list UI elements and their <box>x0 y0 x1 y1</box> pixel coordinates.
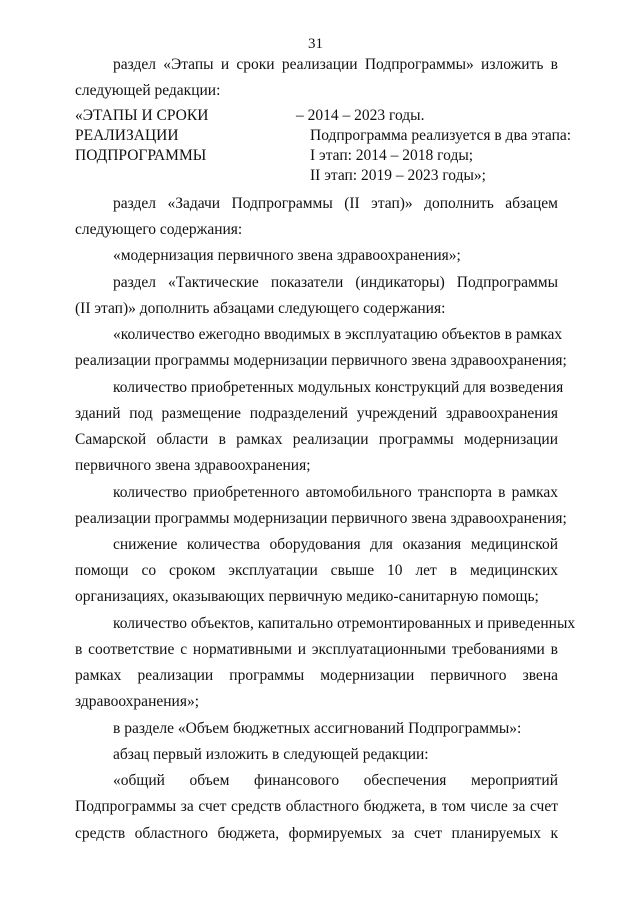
paragraph-modular-line-2: зданий под размещение подразделений учреждений здравоохранения <box>75 405 558 422</box>
paragraph-tasks-line-2: следующего содержания: <box>75 221 243 238</box>
table-left-line: «ЭТАПЫ И СРОКИ <box>75 107 209 124</box>
paragraph-modernization: «модернизация первичного звена здравоохранения»; <box>113 247 461 264</box>
paragraph-objects-line-2: реализации программы модернизации первичного звена здравоохранения; <box>75 352 567 369</box>
intro-line-2: следующей редакции: <box>75 82 221 99</box>
intro-line-1: раздел «Этапы и сроки реализации Подпрограммы» изложить в <box>113 56 558 73</box>
stages-table-left <box>75 106 208 166</box>
paragraph-modular-line-4: первичного звена здравоохранения; <box>75 457 311 474</box>
paragraph-modular-line-3: Самарской области в рамках реализации программы модернизации <box>75 431 558 448</box>
paragraph-transport-line-1: количество приобретенного автомобильного транспорта в рамках <box>113 484 558 501</box>
paragraph-objects-line-1: «количество ежегодно вводимых в эксплуатацию объектов в рамках <box>113 326 563 343</box>
paragraph-total-line-1: «общий объем финансового обеспечения мероприятий <box>113 772 558 789</box>
page-number: 31 <box>308 36 323 52</box>
paragraph-equipment-line-3: организациях, оказывающих первичную медико-санитарную помощь; <box>75 588 539 605</box>
table-left-line: РЕАЛИЗАЦИИ <box>75 127 179 144</box>
paragraph-modular-line-1: количество приобретенных модульных конструкций для возведения <box>113 379 564 396</box>
paragraph-repair-line-1: количество объектов, капитально отремонтированных и приведенных <box>113 615 576 632</box>
paragraph-total-line-3: средств областного бюджета, формируемых за счет планируемых к <box>75 825 558 842</box>
table-left-line: ПОДПРОГРАММЫ <box>75 147 207 164</box>
paragraph-budget-section: в разделе «Объем бюджетных ассигнований Подпрограммы»: <box>113 720 522 737</box>
paragraph-equipment-line-2: помощи со сроком эксплуатации свыше 10 лет в медицинских <box>75 562 558 579</box>
table-right-line: I этап: 2014 – 2018 годы; <box>310 147 474 164</box>
paragraph-indicators-line-2: (II этап)» дополнить абзацами следующего содержания: <box>75 300 446 317</box>
paragraph-total-line-2: Подпрограммы за счет средств областного бюджета, в том числе за счет <box>75 798 558 815</box>
paragraph-first-abzac: абзац первый изложить в следующей редакции: <box>113 746 429 763</box>
paragraph-repair-line-2: в соответствие с нормативными и эксплуатационными требованиями в <box>75 641 558 658</box>
paragraph-repair-line-4: здравоохранения»; <box>75 693 200 710</box>
stages-table-right <box>296 106 571 186</box>
paragraph-equipment-line-1: снижение количества оборудования для оказания медицинской <box>113 536 558 553</box>
table-right-line: – 2014 – 2023 годы. <box>296 107 425 124</box>
table-right-line: Подпрограмма реализуется в два этапа: <box>310 127 572 144</box>
paragraph-indicators-line-1: раздел «Тактические показатели (индикаторы) Подпрограммы <box>113 274 558 291</box>
paragraph-transport-line-2: реализации программы модернизации первичного звена здравоохранения; <box>75 510 567 527</box>
paragraph-repair-line-3: рамках реализации программы модернизации первичного звена <box>75 667 558 684</box>
table-right-line: II этап: 2019 – 2023 годы»; <box>310 167 486 184</box>
paragraph-tasks-line-1: раздел «Задачи Подпрограммы (II этап)» дополнить абзацем <box>113 195 558 212</box>
